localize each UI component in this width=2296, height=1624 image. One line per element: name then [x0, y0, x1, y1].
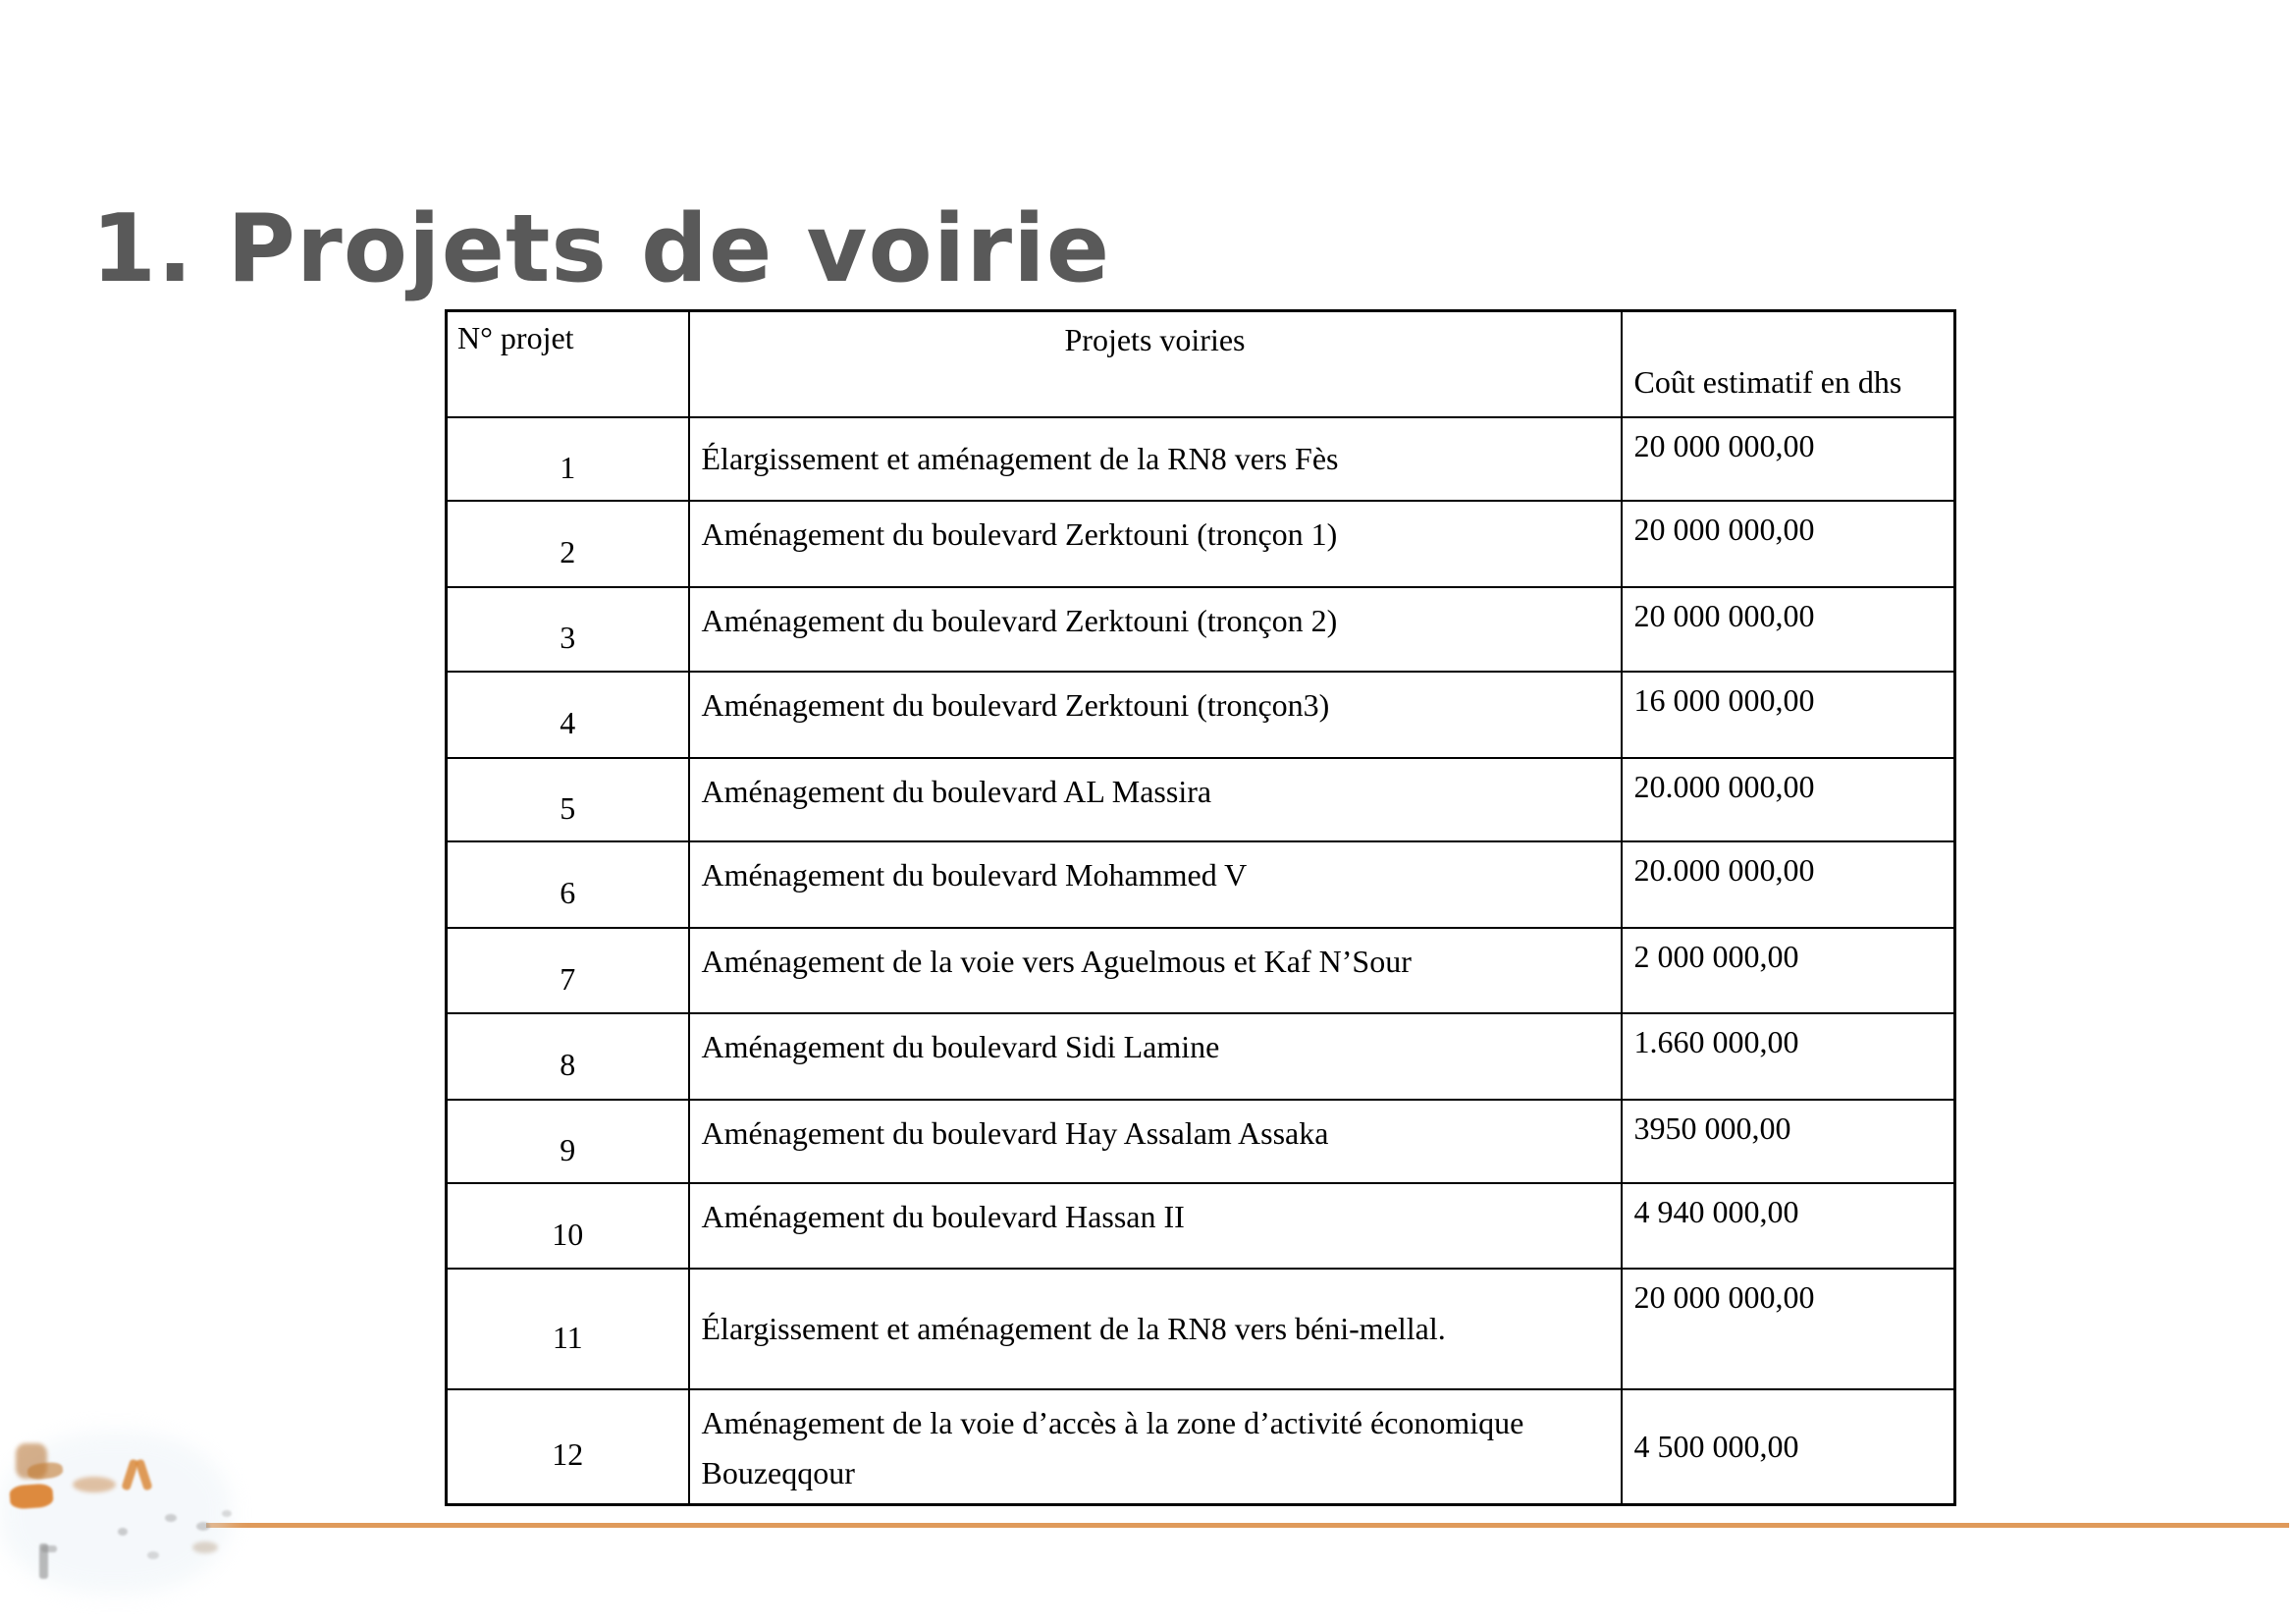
project-cost-cell: 20.000 000,00 [1622, 758, 1955, 841]
project-label-cell: Aménagement du boulevard AL Massira [689, 758, 1622, 841]
project-number-cell: 11 [447, 1269, 689, 1389]
project-label-cell: Aménagement de la voie vers Aguelmous et Kaf N’Sour [689, 928, 1622, 1013]
watermark-speck [222, 1510, 232, 1517]
watermark-mark [73, 1477, 116, 1492]
project-label-cell: Aménagement du boulevard Mohammed V [689, 841, 1622, 928]
table-row [447, 1269, 1955, 1389]
project-label-cell: Aménagement du boulevard Zerktouni (tronçon 1) [689, 501, 1622, 587]
watermark-mark [39, 1543, 48, 1579]
project-cost-cell: 1.660 000,00 [1622, 1013, 1955, 1100]
table-row [447, 672, 1955, 758]
project-number-cell: 6 [447, 841, 689, 928]
project-number-cell: 2 [447, 501, 689, 587]
project-number-cell: 3 [447, 587, 689, 672]
project-number-cell: 8 [447, 1013, 689, 1100]
column-header-num-projet: N° projet [447, 311, 689, 418]
project-cost-cell: 20 000 000,00 [1622, 417, 1955, 501]
project-cost-cell: 4 940 000,00 [1622, 1183, 1955, 1269]
project-number-cell: 5 [447, 758, 689, 841]
watermark-mark [16, 1443, 47, 1479]
table-row [447, 928, 1955, 1013]
table-row [447, 1100, 1955, 1183]
watermark-speck [192, 1542, 218, 1553]
project-cost-cell: 3950 000,00 [1622, 1100, 1955, 1183]
watermark-haze [0, 1432, 231, 1594]
table-row [447, 501, 1955, 587]
table-row [447, 841, 1955, 928]
project-number-cell: 12 [447, 1389, 689, 1504]
project-number-cell: 1 [447, 417, 689, 501]
table-row [447, 1013, 1955, 1100]
watermark-mark [9, 1483, 54, 1509]
project-number-cell: 9 [447, 1100, 689, 1183]
logo-watermark [0, 1424, 255, 1620]
project-label-cell: Élargissement et aménagement de la RN8 vers béni-mellal. [689, 1269, 1622, 1389]
project-number-cell: 7 [447, 928, 689, 1013]
table-header-row [447, 311, 1955, 418]
watermark-speck [118, 1528, 128, 1536]
project-number-cell: 10 [447, 1183, 689, 1269]
project-cost-cell: 20 000 000,00 [1622, 501, 1955, 587]
project-number-cell: 4 [447, 672, 689, 758]
watermark-mark [134, 1458, 152, 1490]
project-cost-cell: 20 000 000,00 [1622, 587, 1955, 672]
project-label-cell: Aménagement du boulevard Zerktouni (tronçon 2) [689, 587, 1622, 672]
project-cost-cell: 20 000 000,00 [1622, 1269, 1955, 1389]
watermark-speck [147, 1551, 159, 1559]
column-header-cout-estimatif: Coût estimatif en dhs [1622, 311, 1955, 418]
watermark-mark [41, 1545, 57, 1552]
project-cost-cell: 2 000 000,00 [1622, 928, 1955, 1013]
watermark-mark [27, 1461, 63, 1481]
project-label-cell: Aménagement du boulevard Zerktouni (tronçon3) [689, 672, 1622, 758]
table-row [447, 587, 1955, 672]
column-header-projets-voiries: Projets voiries [689, 311, 1622, 418]
project-label-cell: Aménagement du boulevard Hay Assalam Assaka [689, 1100, 1622, 1183]
watermark-speck [165, 1514, 177, 1522]
project-cost-cell: 4 500 000,00 [1622, 1389, 1955, 1504]
project-label-cell: Élargissement et aménagement de la RN8 vers Fès [689, 417, 1622, 501]
table-row [447, 417, 1955, 501]
projects-table [445, 309, 1956, 1506]
project-cost-cell: 16 000 000,00 [1622, 672, 1955, 758]
project-label-cell: Aménagement de la voie d’accès à la zone d’activité économique Bouzeqqour [689, 1389, 1622, 1504]
page-title: 1. Projets de voirie [91, 194, 1111, 303]
table-row [447, 758, 1955, 841]
project-label-cell: Aménagement du boulevard Hassan II [689, 1183, 1622, 1269]
footer-divider-line [206, 1523, 2289, 1528]
project-cost-cell: 20.000 000,00 [1622, 841, 1955, 928]
table-row [447, 1389, 1955, 1504]
project-label-cell: Aménagement du boulevard Sidi Lamine [689, 1013, 1622, 1100]
watermark-mark [121, 1458, 138, 1490]
table-row [447, 1183, 1955, 1269]
